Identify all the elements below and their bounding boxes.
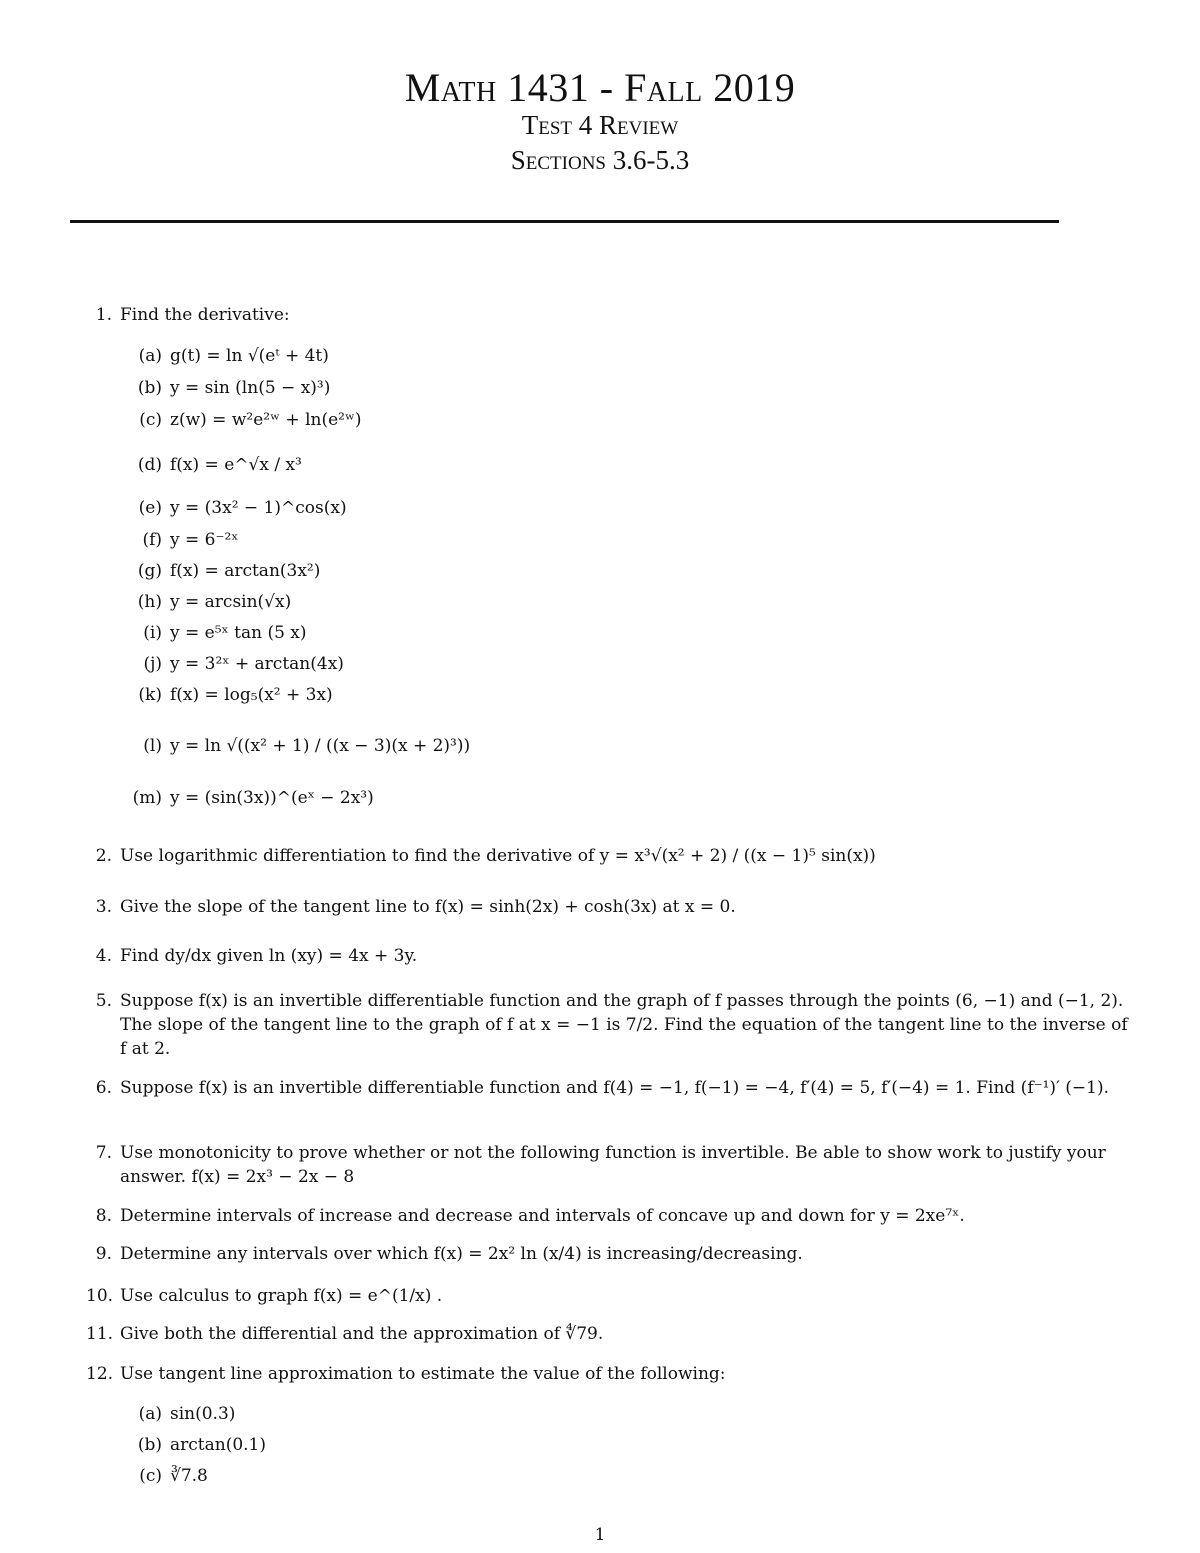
sections-line: Sections 3.6-5.3 xyxy=(510,145,690,175)
part-label: (l) xyxy=(143,736,162,756)
part-label: (e) xyxy=(138,498,162,518)
question-number: 12. xyxy=(86,1364,114,1384)
part-expression: f(x) = e^√x / x³ xyxy=(170,455,302,475)
q1-part xyxy=(120,408,362,432)
part-expression: y = 3²ˣ + arctan(4x) xyxy=(170,654,344,674)
page-subtitle: Test 4 Review xyxy=(521,110,679,140)
part-label: (k) xyxy=(138,685,162,705)
part-expression: y = e⁵ˣ tan (5 x) xyxy=(170,623,307,643)
header-rule xyxy=(70,220,1059,223)
q1-part xyxy=(120,786,374,810)
question-number: 7. xyxy=(95,1143,112,1163)
q1-part xyxy=(120,621,307,645)
question-number: 8. xyxy=(95,1206,112,1226)
q1-part xyxy=(120,590,291,614)
part-expression: sin(0.3) xyxy=(170,1404,236,1424)
page-number: 1 xyxy=(594,1525,606,1545)
question-number: 2. xyxy=(95,846,112,866)
q12-part xyxy=(120,1433,266,1457)
part-label: (a) xyxy=(138,1404,162,1424)
part-label: (i) xyxy=(143,623,162,643)
question-number: 5. xyxy=(95,991,112,1011)
part-label: (f) xyxy=(142,530,162,550)
question-text: Give both the differential and the approximation of ∜79. xyxy=(120,1324,604,1344)
q1-part xyxy=(120,559,320,583)
part-expression: g(t) = ln √(eᵗ + 4t) xyxy=(170,346,329,366)
question-text: Find dy/dx given ln (xy) = 4x + 3y. xyxy=(120,946,418,966)
part-label: (c) xyxy=(139,1466,162,1486)
part-expression: arctan(0.1) xyxy=(170,1435,266,1455)
part-expression: f(x) = log₅(x² + 3x) xyxy=(170,685,333,705)
question-text: Use logarithmic differentiation to find the derivative of y = x³√(x² + 2) / ((x − 1)⁵ sin(x)) xyxy=(120,846,876,866)
question-text: Use tangent line approximation to estimate the value of the following: xyxy=(120,1364,726,1384)
q1-part xyxy=(120,652,344,676)
question-text: Use calculus to graph f(x) = e^(1/x) . xyxy=(120,1286,443,1306)
question-number: 10. xyxy=(86,1286,114,1306)
question-number: 11. xyxy=(86,1324,114,1344)
part-label: (a) xyxy=(138,346,162,366)
q1-part xyxy=(120,734,470,758)
part-expression: y = (3x² − 1)^cos(x) xyxy=(170,498,347,518)
q1-part xyxy=(120,496,347,520)
part-expression: z(w) = w²e²ʷ + ln(e²ʷ) xyxy=(170,410,362,430)
q1-part xyxy=(120,344,329,368)
question-text: Suppose f(x) is an invertible differentiable function and f(4) = −1, f(−1) = −4, f′(4) = 5, f′(−4) = 1. Find (f⁻¹)′ (−1). xyxy=(120,1078,1110,1098)
q1-part xyxy=(120,683,333,707)
question-number: 3. xyxy=(95,897,112,917)
question-text: Give the slope of the tangent line to f(x) = sinh(2x) + cosh(3x) at x = 0. xyxy=(120,897,736,917)
question-number: 9. xyxy=(95,1244,112,1264)
q1-part xyxy=(120,453,302,477)
part-expression: y = sin (ln(5 − x)³) xyxy=(170,378,331,398)
question-text: Suppose f(x) is an invertible differentiable function and the graph of f passes through the points (6, −1) and (−1, 2). The slope of the tangent line to the graph of f at x = −1 is 7/2. Find the equation of the tangent line to the inverse of f at 2. xyxy=(120,991,1128,1059)
q1-part xyxy=(120,528,238,552)
part-label: (g) xyxy=(137,561,162,581)
part-label: (c) xyxy=(139,410,162,430)
part-label: (b) xyxy=(137,1435,162,1455)
part-label: (m) xyxy=(132,788,162,808)
part-expression: y = arcsin(√x) xyxy=(170,592,292,612)
part-label: (d) xyxy=(137,455,162,475)
question-text: Use monotonicity to prove whether or not the following function is invertible. Be able to show work to justify your answer. f(x) = 2x³ − 2x − 8 xyxy=(120,1143,1106,1187)
q1-part xyxy=(120,376,330,400)
question-number: 6. xyxy=(95,1078,112,1098)
part-expression: y = (sin(3x))^(eˣ − 2x³) xyxy=(170,788,374,808)
part-expression: ∛7.8 xyxy=(170,1466,208,1486)
question-number: 4. xyxy=(95,946,112,966)
part-label: (h) xyxy=(137,592,162,612)
part-label: (b) xyxy=(137,378,162,398)
part-label: (j) xyxy=(143,654,162,674)
question-text: Find the derivative: xyxy=(120,305,290,325)
question-text: Determine intervals of increase and decrease and intervals of concave up and down for y = 2xe⁷ˣ. xyxy=(120,1206,965,1226)
page-title: Math 1431 - Fall 2019 xyxy=(404,65,796,110)
q12-part xyxy=(120,1402,235,1426)
question-number: 1. xyxy=(95,305,112,325)
part-expression: y = 6⁻²ˣ xyxy=(170,530,239,550)
question-text: Determine any intervals over which f(x) = 2x² ln (x/4) is increasing/decreasing. xyxy=(120,1244,803,1264)
part-expression: f(x) = arctan(3x²) xyxy=(170,561,321,581)
part-expression: y = ln √((x² + 1) / ((x − 3)(x + 2)³)) xyxy=(170,736,471,756)
q12-part xyxy=(120,1464,208,1488)
